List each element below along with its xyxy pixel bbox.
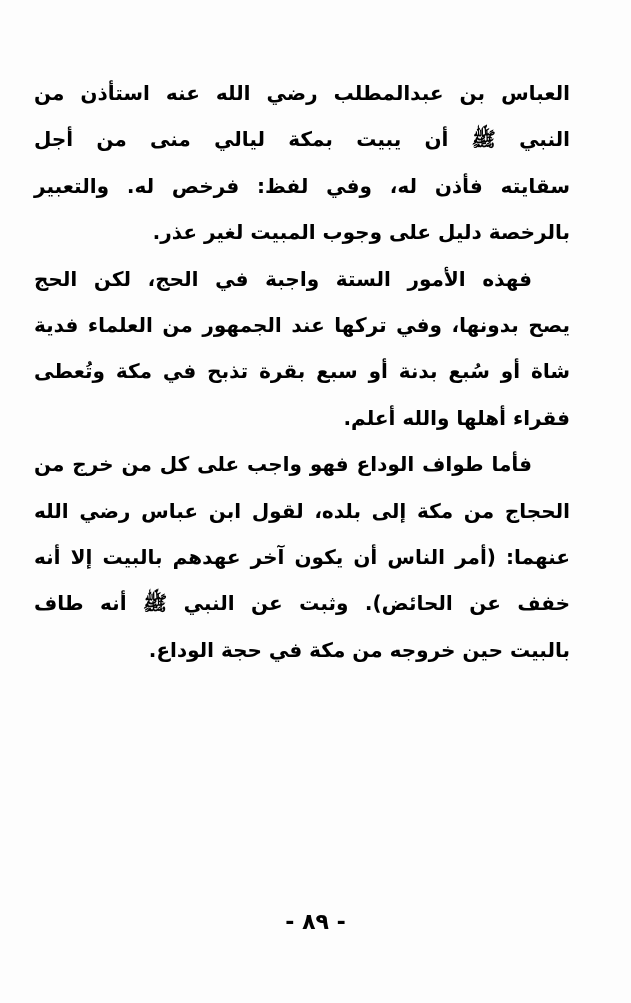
text-line: سقايته فأذن له، وفي لفظ: فرخص له. والتعبير [34,173,570,198]
text-line: النبي ﷺ أن يبيت بمكة ليالي منى من أجل [34,127,570,152]
paragraph-3 [34,441,570,673]
paragraph-2 [34,256,570,442]
text-line: الحجاج من مكة إلى بلده، لقول ابن عباس رضي الله [34,498,570,523]
text-line: فقراء أهلها والله أعلم. [343,405,570,430]
page-number: - ٨٩ - [285,910,346,935]
text-line: العباس بن عبدالمطلب رضي الله عنه استأذن من [34,81,570,105]
paragraph-1 [34,70,570,256]
text-line: عنهما: (أمر الناس أن يكون آخر عهدهم بالبيت إلا أنه [34,544,570,569]
text-line: بالرخصة دليل على وجوب المبيت لغير عذر. [152,220,570,245]
text-line: خفف عن الحائض). وثبت عن النبي ﷺ أنه طاف [34,591,570,616]
text-line: يصح بدونها، وفي تركها عند الجمهور من العلماء فدية [34,312,570,337]
body-text [34,70,570,673]
text-line: فهذه الأمور الستة واجبة في الحج، لكن الحج [34,266,532,291]
text-line: شاة أو سُبع بدنة أو سبع بقرة تذبح في مكة وتُعطى [34,359,570,384]
text-line: بالبيت حين خروجه من مكة في حجة الوداع. [148,637,570,662]
text-line: فأما طواف الوداع فهو واجب على كل من خرج من [34,452,532,477]
